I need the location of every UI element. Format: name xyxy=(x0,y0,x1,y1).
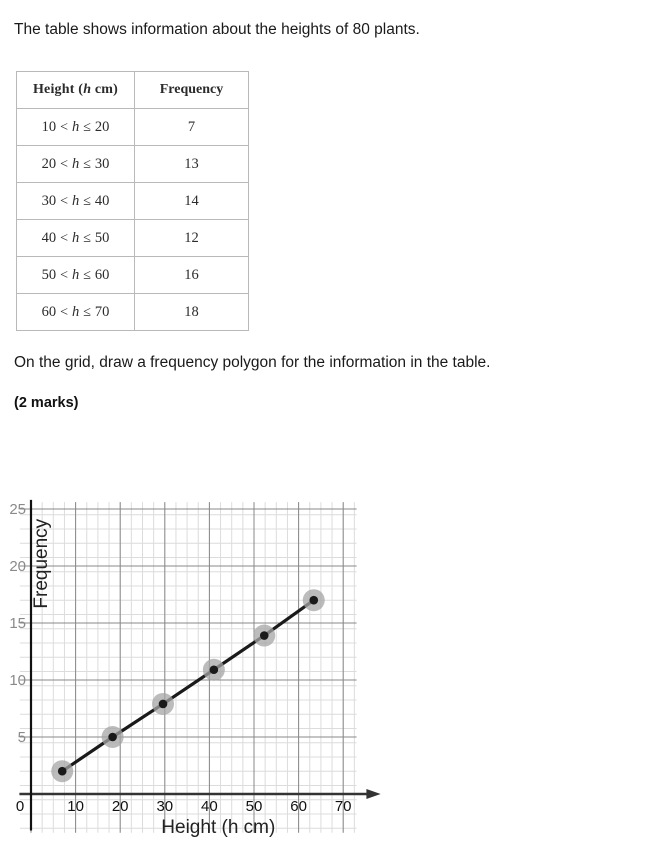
x-tick-label: 70 xyxy=(334,798,352,815)
class-op-lower: < xyxy=(60,193,68,209)
y-tick-label: 5 xyxy=(17,729,26,746)
class-variable: h xyxy=(71,118,80,135)
header-height-suffix: cm) xyxy=(91,82,119,97)
cell-height-class xyxy=(17,257,135,294)
class-lower: 40 xyxy=(41,229,57,246)
class-variable: h xyxy=(71,266,80,283)
cell-height-class xyxy=(17,220,135,257)
table-row xyxy=(17,294,249,331)
table-row xyxy=(17,146,249,183)
frequency-polygon-chart xyxy=(0,425,654,845)
class-op-upper: ≤ xyxy=(83,304,91,320)
table-header-row xyxy=(17,72,249,109)
class-upper: 30 xyxy=(94,155,110,172)
class-op-lower: < xyxy=(60,156,68,172)
header-height-variable: h xyxy=(83,82,92,97)
question-prompt: On the grid, draw a frequency polygon for the information in the table. xyxy=(14,354,491,371)
table-body xyxy=(17,109,249,331)
y-tick-label: 15 xyxy=(9,615,26,632)
column-header-height xyxy=(17,72,135,109)
x-tick-label: 0 xyxy=(15,798,25,815)
y-tick-label: 10 xyxy=(9,672,26,689)
class-upper: 40 xyxy=(94,192,110,209)
class-lower: 30 xyxy=(41,192,57,209)
class-upper: 20 xyxy=(94,118,110,135)
class-op-upper: ≤ xyxy=(83,156,91,172)
y-tick-label: 25 xyxy=(9,501,26,518)
table-row xyxy=(17,257,249,294)
class-lower: 50 xyxy=(41,266,57,283)
class-variable: h xyxy=(71,192,80,209)
cell-height-class xyxy=(17,183,135,220)
class-op-upper: ≤ xyxy=(83,230,91,246)
intro-text: The table shows information about the heights of 80 plants. xyxy=(14,21,420,38)
x-tick-label: 10 xyxy=(67,798,84,815)
class-op-lower: < xyxy=(60,119,68,135)
header-height-prefix: Height ( xyxy=(32,82,84,97)
cell-frequency: 12 xyxy=(135,220,249,257)
y-tick-label: 20 xyxy=(9,558,26,575)
x-axis-title: Height (h cm) xyxy=(161,817,276,838)
class-op-lower: < xyxy=(60,267,68,283)
cell-frequency: 14 xyxy=(135,183,249,220)
class-op-lower: < xyxy=(60,304,68,320)
cell-frequency: 13 xyxy=(135,146,249,183)
table-row xyxy=(17,220,249,257)
frequency-table xyxy=(16,71,249,331)
x-tick-label: 50 xyxy=(245,798,263,815)
class-lower: 60 xyxy=(41,303,57,320)
x-tick-label: 30 xyxy=(156,798,174,815)
table-row xyxy=(17,109,249,146)
class-variable: h xyxy=(71,155,80,172)
class-lower: 10 xyxy=(41,118,57,135)
class-variable: h xyxy=(71,229,80,246)
cell-height-class xyxy=(17,109,135,146)
class-op-upper: ≤ xyxy=(83,193,91,209)
y-axis-tick-labels xyxy=(9,501,26,746)
class-op-upper: ≤ xyxy=(83,119,91,135)
class-op-lower: < xyxy=(60,230,68,246)
class-upper: 60 xyxy=(94,266,110,283)
class-variable: h xyxy=(71,303,80,320)
cell-frequency: 18 xyxy=(135,294,249,331)
cell-height-class xyxy=(17,146,135,183)
chart-axes xyxy=(19,500,380,831)
y-axis-title: Frequency xyxy=(31,518,52,609)
class-op-upper: ≤ xyxy=(83,267,91,283)
cell-height-class xyxy=(17,294,135,331)
x-tick-label: 20 xyxy=(111,798,129,815)
column-header-frequency: Frequency xyxy=(135,72,249,109)
cell-frequency: 7 xyxy=(135,109,249,146)
class-upper: 50 xyxy=(94,229,110,246)
x-tick-label: 60 xyxy=(290,798,307,815)
x-axis-tick-labels xyxy=(16,798,352,815)
chart-canvas xyxy=(0,425,654,845)
class-lower: 20 xyxy=(41,155,57,172)
table-row xyxy=(17,183,249,220)
class-upper: 70 xyxy=(94,303,110,320)
marks-label: (2 marks) xyxy=(14,395,79,411)
cell-frequency: 16 xyxy=(135,257,249,294)
x-tick-label: 40 xyxy=(201,798,218,815)
